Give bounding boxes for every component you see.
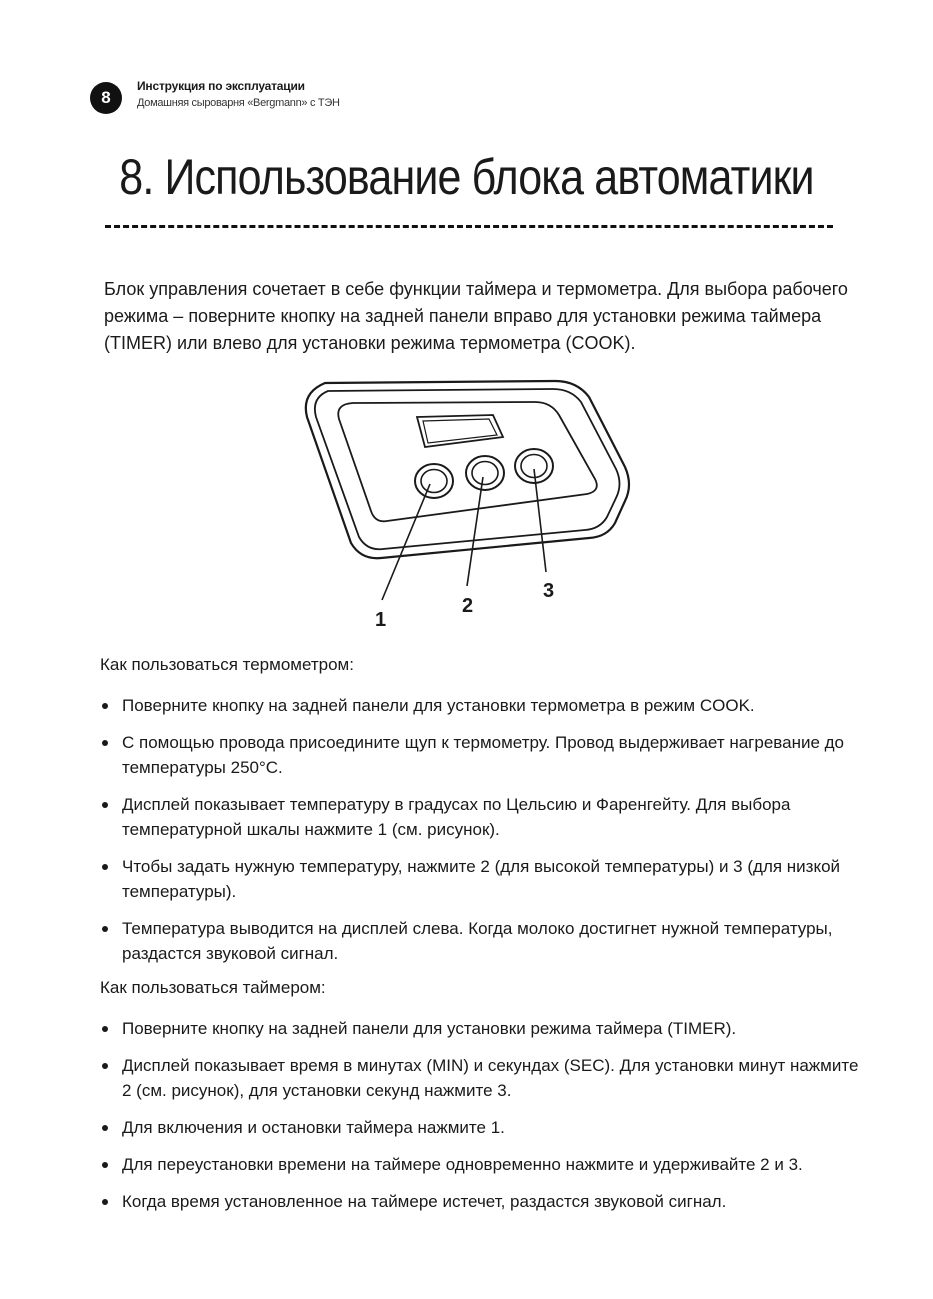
list-item: Температура выводится на дисплей слева. Когда молоко достигнет нужной температуры, раздастся звуковой сигнал. <box>100 916 860 966</box>
timer-list <box>100 1016 860 1214</box>
list-item: Поверните кнопку на задней панели для установки термометра в режим COOK. <box>100 693 860 718</box>
list-item: Дисплей показывает температуру в градусах по Цельсию и Фаренгейту. Для выбора температурной шкалы нажмите 1 (см. рисунок). <box>100 792 860 842</box>
list-item: Когда время установленное на таймере истечет, раздастся звуковой сигнал. <box>100 1189 860 1214</box>
list-item: Дисплей показывает время в минутах (MIN) и секундах (SEC). Для установки минут нажмите 2 (см. рисунок), для установки секунд нажмите 3. <box>100 1053 860 1103</box>
thermometer-list <box>100 693 860 966</box>
list-item: Для переустановки времени на таймере одновременно нажмите и удерживайте 2 и 3. <box>100 1152 860 1177</box>
list-item: Поверните кнопку на задней панели для установки режима таймера (TIMER). <box>100 1016 860 1041</box>
list-item: Чтобы задать нужную температуру, нажмите 2 (для высокой температуры) и 3 (для низкой температуры). <box>100 854 860 904</box>
intro-paragraph: Блок управления сочетает в себе функции таймера и термометра. Для выбора рабочего режима – поверните кнопку на задней панели вправо для установки режима таймера (TIMER) или влево для установки режима термометра (COOK). <box>104 279 848 353</box>
title-divider <box>105 225 833 228</box>
callout-label-1: 1 <box>375 609 387 631</box>
page-number-badge <box>90 82 122 114</box>
callout-label-3: 3 <box>543 580 555 602</box>
page-number: 8 <box>101 88 111 107</box>
thermometer-heading: Как пользоваться термометром: <box>100 655 354 674</box>
button-2 <box>466 456 504 490</box>
header-subtitle: Домашняя сыроварня «Bergmann» с ТЭН <box>137 97 340 110</box>
timer-section <box>100 975 860 1226</box>
list-item: Для включения и остановки таймера нажмите 1. <box>100 1115 860 1140</box>
timer-heading: Как пользоваться таймером: <box>100 978 326 997</box>
control-unit-figure <box>295 375 640 640</box>
control-unit-illustration <box>295 375 640 635</box>
running-header <box>137 80 340 109</box>
button-1 <box>415 464 453 498</box>
thermometer-section <box>100 652 860 978</box>
button-3 <box>515 449 553 483</box>
header-title: Инструкция по эксплуатации <box>137 79 305 93</box>
list-item: С помощью провода присоедините щуп к термометру. Провод выдерживает нагревание до температуры 250°С. <box>100 730 860 780</box>
page-title: 8. Использование блока автоматики <box>119 149 814 205</box>
callout-label-2: 2 <box>462 595 474 617</box>
